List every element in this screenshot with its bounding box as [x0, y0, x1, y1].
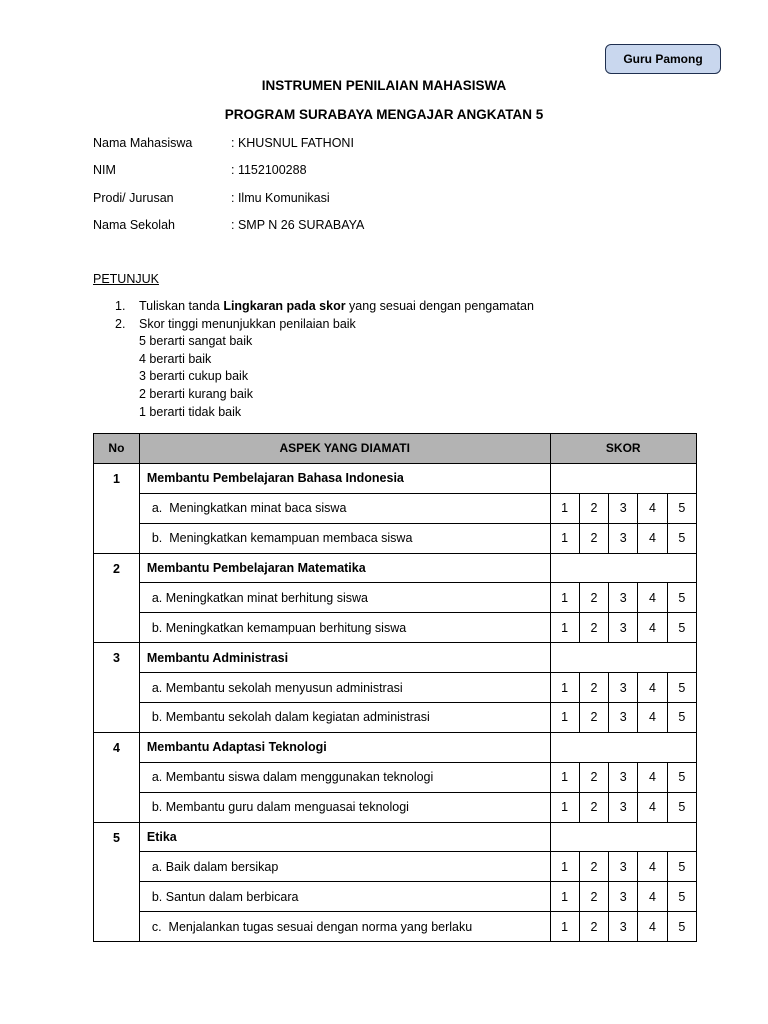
table-row [94, 852, 697, 882]
instructions-list [115, 299, 534, 422]
score-option-5[interactable]: 5 [667, 523, 696, 553]
aspect-group-title: Membantu Pembelajaran Bahasa Indonesia [139, 463, 550, 493]
assessment-table [93, 433, 697, 942]
score-option-4[interactable]: 4 [638, 613, 667, 643]
table-row [94, 493, 697, 523]
score-option-1[interactable]: 1 [550, 762, 579, 792]
aspect-item: b. Santun dalam berbicara [139, 882, 550, 912]
aspect-group-title: Membantu Pembelajaran Matematika [139, 553, 550, 583]
table-row [94, 613, 697, 643]
header-aspect: ASPEK YANG DIAMATI [139, 434, 550, 464]
student-info [93, 136, 693, 245]
info-label: NIM [93, 163, 116, 178]
score-option-2[interactable]: 2 [579, 493, 608, 523]
score-option-4[interactable]: 4 [638, 583, 667, 613]
score-option-5[interactable]: 5 [667, 792, 696, 822]
score-option-2[interactable]: 2 [579, 523, 608, 553]
table-row [94, 463, 697, 493]
header-score: SKOR [550, 434, 697, 464]
score-empty-cell [550, 553, 697, 583]
aspect-item: b. Membantu sekolah dalam kegiatan administrasi [139, 703, 550, 733]
info-row-nim [93, 163, 693, 190]
instruction-item [115, 317, 534, 335]
score-empty-cell [550, 463, 697, 493]
score-option-1[interactable]: 1 [550, 673, 579, 703]
aspect-item: b. Membantu guru dalam menguasai teknologi [139, 792, 550, 822]
row-number: 3 [94, 643, 140, 733]
score-option-4[interactable]: 4 [638, 852, 667, 882]
info-label: Nama Sekolah [93, 217, 175, 232]
score-option-4[interactable]: 4 [638, 792, 667, 822]
aspect-item: c. Menjalankan tugas sesuai dengan norma yang berlaku [139, 912, 550, 942]
aspect-item: a. Meningkatkan minat berhitung siswa [139, 583, 550, 613]
score-option-4[interactable]: 4 [638, 762, 667, 792]
score-option-3[interactable]: 3 [609, 613, 638, 643]
score-option-1[interactable]: 1 [550, 613, 579, 643]
scale-line: 3 berarti cukup baik [139, 369, 249, 384]
aspect-item: a. Membantu siswa dalam menggunakan teknologi [139, 762, 550, 792]
aspect-item: a. Baik dalam bersikap [139, 852, 550, 882]
score-option-3[interactable]: 3 [609, 882, 638, 912]
score-option-5[interactable]: 5 [667, 583, 696, 613]
score-option-4[interactable]: 4 [638, 882, 667, 912]
instruction-text: Tuliskan tanda Lingkaran pada skor yang sesuai dengan pengamatan [139, 299, 534, 313]
table-row [94, 523, 697, 553]
score-option-5[interactable]: 5 [667, 673, 696, 703]
score-option-2[interactable]: 2 [579, 792, 608, 822]
score-option-2[interactable]: 2 [579, 852, 608, 882]
scale-line: 4 berarti baik [139, 351, 212, 366]
table-row [94, 822, 697, 852]
row-number: 2 [94, 553, 140, 643]
table-row [94, 673, 697, 703]
info-value: : SMP N 26 SURABAYA [231, 217, 365, 232]
score-option-4[interactable]: 4 [638, 523, 667, 553]
score-option-1[interactable]: 1 [550, 583, 579, 613]
table-row [94, 703, 697, 733]
aspect-item: b. Meningkatkan kemampuan berhitung siswa [139, 613, 550, 643]
score-empty-cell [550, 732, 697, 762]
score-option-1[interactable]: 1 [550, 882, 579, 912]
table-row [94, 732, 697, 762]
table-row [94, 553, 697, 583]
aspect-group-title: Membantu Administrasi [139, 643, 550, 673]
table-row [94, 792, 697, 822]
score-option-4[interactable]: 4 [638, 703, 667, 733]
score-option-5[interactable]: 5 [667, 703, 696, 733]
score-option-2[interactable]: 2 [579, 583, 608, 613]
page-title: INSTRUMEN PENILAIAN MAHASISWA [261, 78, 507, 93]
guru-pamong-badge: Guru Pamong [605, 44, 721, 74]
instructions-heading: PETUNJUK [93, 272, 159, 286]
scale-line: 5 berarti sangat baik [139, 334, 253, 349]
score-option-3[interactable]: 3 [609, 523, 638, 553]
table-row [94, 583, 697, 613]
score-option-5[interactable]: 5 [667, 493, 696, 523]
table-row [94, 912, 697, 942]
score-option-2[interactable]: 2 [579, 912, 608, 942]
table-row [94, 882, 697, 912]
score-option-4[interactable]: 4 [638, 912, 667, 942]
aspect-item: a. Membantu sekolah menyusun administrasi [139, 673, 550, 703]
instruction-text: Skor tinggi menunjukkan penilaian baik [139, 316, 356, 331]
row-number: 1 [94, 463, 140, 553]
score-option-5[interactable]: 5 [667, 762, 696, 792]
info-row-name [93, 136, 693, 163]
score-empty-cell [550, 643, 697, 673]
info-label: Nama Mahasiswa [93, 136, 193, 150]
score-option-2[interactable]: 2 [579, 882, 608, 912]
score-option-5[interactable]: 5 [667, 852, 696, 882]
score-option-3[interactable]: 3 [609, 762, 638, 792]
info-value: : Ilmu Komunikasi [231, 190, 330, 205]
score-option-3[interactable]: 3 [609, 852, 638, 882]
score-option-5[interactable]: 5 [667, 882, 696, 912]
table-header-row [94, 434, 697, 464]
aspect-group-title: Etika [139, 822, 550, 852]
score-option-3[interactable]: 3 [609, 673, 638, 703]
table-row [94, 643, 697, 673]
info-row-prodi [93, 191, 693, 218]
page-subtitle: PROGRAM SURABAYA MENGAJAR ANGKATAN 5 [224, 107, 544, 122]
score-option-2[interactable]: 2 [579, 703, 608, 733]
score-option-4[interactable]: 4 [638, 493, 667, 523]
score-option-4[interactable]: 4 [638, 673, 667, 703]
score-option-2[interactable]: 2 [579, 762, 608, 792]
scale-line: 1 berarti tidak baik [139, 404, 242, 419]
aspect-item: a. Meningkatkan minat baca siswa [139, 493, 550, 523]
score-option-3[interactable]: 3 [609, 493, 638, 523]
instruction-number: 2. [115, 316, 126, 331]
score-option-1[interactable]: 1 [550, 852, 579, 882]
score-option-1[interactable]: 1 [550, 523, 579, 553]
score-option-5[interactable]: 5 [667, 912, 696, 942]
row-number: 4 [94, 732, 140, 822]
score-option-2[interactable]: 2 [579, 613, 608, 643]
instruction-item [115, 299, 534, 317]
score-option-3[interactable]: 3 [609, 703, 638, 733]
score-option-3[interactable]: 3 [609, 912, 638, 942]
aspect-group-title: Membantu Adaptasi Teknologi [139, 732, 550, 762]
score-option-2[interactable]: 2 [579, 673, 608, 703]
score-option-5[interactable]: 5 [667, 613, 696, 643]
info-value: : KHUSNUL FATHONI [231, 136, 354, 150]
header-no: No [94, 434, 140, 464]
score-option-1[interactable]: 1 [550, 792, 579, 822]
aspect-item: b. Meningkatkan kemampuan membaca siswa [139, 523, 550, 553]
score-option-1[interactable]: 1 [550, 912, 579, 942]
info-row-school [93, 218, 693, 245]
info-value: : 1152100288 [231, 163, 307, 178]
score-option-3[interactable]: 3 [609, 583, 638, 613]
instruction-number: 1. [115, 299, 126, 313]
score-option-1[interactable]: 1 [550, 493, 579, 523]
row-number: 5 [94, 822, 140, 942]
info-label: Prodi/ Jurusan [93, 190, 174, 205]
table-row [94, 762, 697, 792]
score-option-1[interactable]: 1 [550, 703, 579, 733]
scale-line: 2 berarti kurang baik [139, 386, 253, 401]
score-empty-cell [550, 822, 697, 852]
score-option-3[interactable]: 3 [609, 792, 638, 822]
